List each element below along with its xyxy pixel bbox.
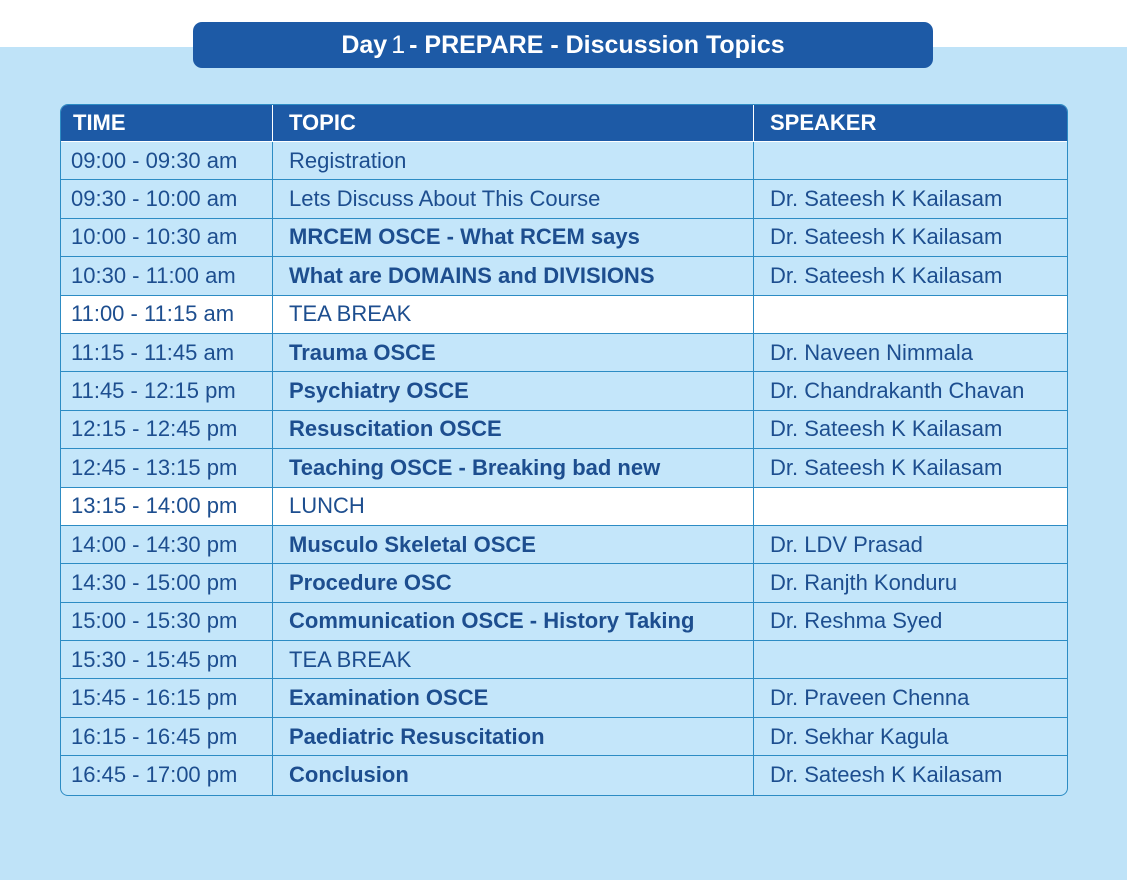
- time-cell: 11:00 - 11:15 am: [61, 296, 273, 334]
- schedule-table: [60, 104, 1068, 796]
- speaker-cell: [754, 641, 1067, 679]
- time-cell: 16:15 - 16:45 pm: [61, 718, 273, 756]
- table-row: [61, 679, 1067, 717]
- table-row: [61, 449, 1067, 487]
- time-cell: 15:45 - 16:15 pm: [61, 679, 273, 717]
- table-row: [61, 219, 1067, 257]
- time-cell: 12:45 - 13:15 pm: [61, 449, 273, 487]
- topic-cell: What are DOMAINS and DIVISIONS: [273, 257, 754, 295]
- time-cell: 16:45 - 17:00 pm: [61, 756, 273, 794]
- time-cell: 11:45 - 12:15 pm: [61, 372, 273, 410]
- speaker-cell: [754, 142, 1067, 180]
- topic-cell: Psychiatry OSCE: [273, 372, 754, 410]
- speaker-cell: Dr. Naveen Nimmala: [754, 334, 1067, 372]
- title-suffix: - PREPARE - Discussion Topics: [409, 30, 785, 59]
- topic-cell: Registration: [273, 142, 754, 180]
- topic-cell: LUNCH: [273, 488, 754, 526]
- speaker-cell: Dr. Sateesh K Kailasam: [770, 762, 1003, 788]
- topic-cell: Lets Discuss About This Course: [273, 180, 754, 218]
- table-row: [61, 718, 1067, 756]
- time-cell: 15:00 - 15:30 pm: [61, 603, 273, 641]
- topic-cell: Teaching OSCE - Breaking bad new: [273, 449, 754, 487]
- header-topic: TOPIC: [273, 105, 754, 142]
- title-prefix: Day: [341, 30, 388, 59]
- speaker-cell: Dr. Praveen Chenna: [754, 679, 1067, 717]
- speaker-cell: [754, 488, 1067, 526]
- table-row: [61, 334, 1067, 372]
- topic-cell: Paediatric Resuscitation: [273, 718, 754, 756]
- table-row: [61, 488, 1067, 526]
- table-row: [61, 142, 1067, 180]
- topic-cell: TEA BREAK: [273, 641, 754, 679]
- speaker-cell: Dr. Chandrakanth Chavan: [754, 372, 1067, 410]
- time-cell: 15:30 - 15:45 pm: [61, 641, 273, 679]
- table-row: [61, 372, 1067, 410]
- topic-cell: Procedure OSC: [273, 564, 754, 602]
- time-cell: 09:30 - 10:00 am: [61, 180, 273, 218]
- table-row: [61, 641, 1067, 679]
- table-row: [61, 756, 1067, 794]
- speaker-cell: Dr. Sekhar Kagula: [754, 718, 1067, 756]
- topic-cell: Conclusion: [273, 756, 754, 794]
- topic-cell: Musculo Skeletal OSCE: [273, 526, 754, 564]
- table-row: [61, 526, 1067, 564]
- time-cell: 10:30 - 11:00 am: [61, 257, 273, 295]
- speaker-cell: Dr. Reshma Syed: [754, 603, 1067, 641]
- topic-cell: Communication OSCE - History Taking: [273, 603, 754, 641]
- table-row: [61, 180, 1067, 218]
- speaker-cell: Dr. Sateesh K Kailasam: [754, 411, 1067, 449]
- schedule-rows: [61, 142, 1067, 795]
- time-cell: 12:15 - 12:45 pm: [61, 411, 273, 449]
- header-speaker: SPEAKER: [754, 105, 1067, 142]
- speaker-cell: Dr. Sateesh K Kailasam: [754, 219, 1067, 257]
- time-cell: 09:00 - 09:30 am: [61, 142, 273, 180]
- speaker-cell: [754, 296, 1067, 334]
- header-time: TIME: [61, 105, 273, 142]
- time-cell: 14:00 - 14:30 pm: [61, 526, 273, 564]
- time-cell: 10:00 - 10:30 am: [61, 219, 273, 257]
- table-row: [61, 296, 1067, 334]
- title-day-number: 1: [391, 30, 406, 59]
- time-cell: 11:15 - 11:45 am: [61, 334, 273, 372]
- speaker-cell: Dr. Sateesh K Kailasam: [754, 449, 1067, 487]
- table-row: [61, 257, 1067, 295]
- table-row: [61, 411, 1067, 449]
- speaker-cell: Dr. LDV Prasad: [754, 526, 1067, 564]
- speaker-cell: Dr. Sateesh K Kailasam: [754, 180, 1067, 218]
- topic-cell: MRCEM OSCE - What RCEM says: [273, 219, 754, 257]
- page-title: [193, 22, 933, 68]
- time-cell: 13:15 - 14:00 pm: [61, 488, 273, 526]
- speaker-cell: Dr. Sateesh K Kailasam: [754, 257, 1067, 295]
- topic-cell: TEA BREAK: [273, 296, 754, 334]
- topic-cell: Resuscitation OSCE: [273, 411, 754, 449]
- time-cell: 14:30 - 15:00 pm: [61, 564, 273, 602]
- table-row: [61, 603, 1067, 641]
- speaker-cell: Dr. Ranjth Konduru: [754, 564, 1067, 602]
- table-header-row: [61, 105, 1067, 142]
- topic-cell: Examination OSCE: [273, 679, 754, 717]
- topic-cell: Trauma OSCE: [273, 334, 754, 372]
- table-row: [61, 564, 1067, 602]
